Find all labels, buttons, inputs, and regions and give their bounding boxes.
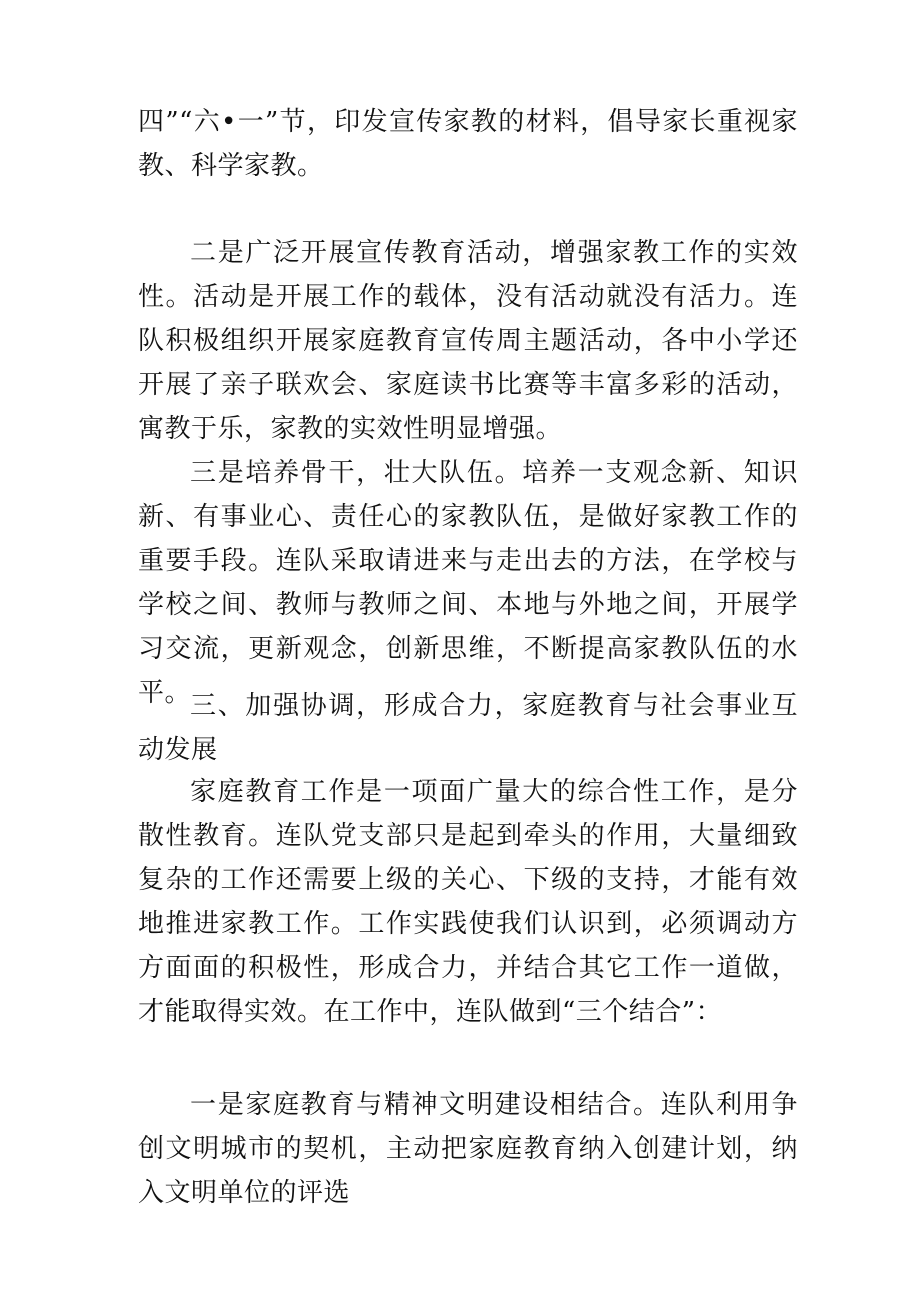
section-heading: 三、加强协调，形成合力，家庭教育与社会事业互动发展 [138,691,798,765]
paragraph-training-backbone: 三是培养骨干，壮大队伍。培养一支观念新、知识新、有事业心、责任心的家教队伍，是做好家教工作的重要手段。连队采取请进来与走出去的方法，在学校与学校之间、教师与教师之间、本地与外地之间，开展学习交流，更新观念，创新思维，不断提高家教队伍的水平。 [138,458,798,708]
paragraph-coordination: 家庭教育工作是一项面广量大的综合性工作，是分散性教育。连队党支部只是起到牵头的作用，大量细致复杂的工作还需要上级的关心、下级的支持，才能有效地推进家教工作。工作实践使我们认识到，必须调动方方面面的积极性，形成合力，并结合其它工作一道做，才能取得实效。在工作中，连队做到“三个结合”： [138,777,798,1027]
paragraph-continuation: 四”“六•一”节，印发宣传家教的材料，倡导家长重视家教、科学家教。 [138,107,798,181]
paragraph-civilization-combination: 一是家庭教育与精神文明建设相结合。连队利用争创文明城市的契机，主动把家庭教育纳入创建计划，纳入文明单位的评选 [138,1090,798,1208]
paragraph-publicity-activities: 二是广泛开展宣传教育活动，增强家教工作的实效性。活动是开展工作的载体，没有活动就没有活力。连队积极组织开展家庭教育宣传周主题活动，各中小学还开展了亲子联欢会、家庭读书比赛等丰富多彩的活动，寓教于乐，家教的实效性明显增强。 [138,238,798,444]
